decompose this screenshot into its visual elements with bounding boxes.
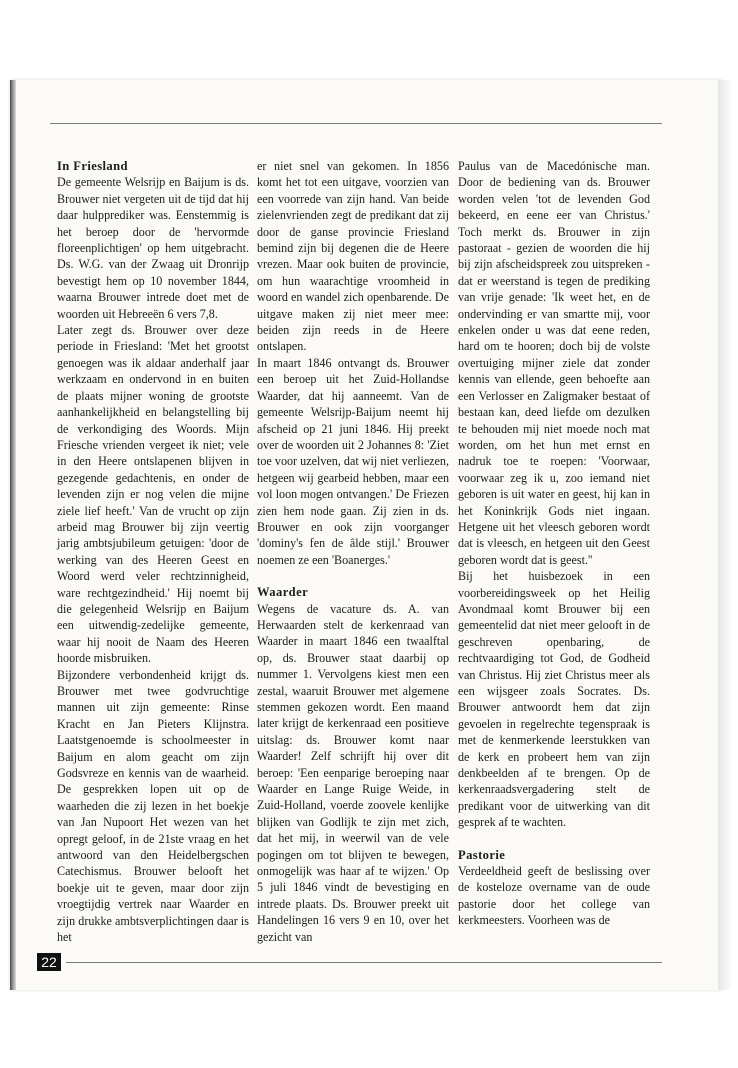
section-spacer bbox=[257, 568, 449, 584]
paragraph: Bij het huisbezoek in een voorbereidingsweek op het Heilig Avondmaal komt Brouwer bij een gemeentelid dat niet meer gelooft in de geschreven openbaring, de rechtvaardiging tot God, de Godheid van Christus. Hij ziet Christus meer als een wijsgeer zoals Socrates. Ds. Brouwer antwoordt hem dat zijn gevoelen in regelrechte tegenspraak is met de kenmerkende leerstukken van de kerk en probeert hem van zijn denkbeelden af te brengen. Op de kerkenraadsvergadering stelt de predikant voor de uitwerking van dit gesprek af te wachten. bbox=[458, 569, 650, 830]
section-spacer bbox=[458, 831, 650, 847]
section-heading: Waarder bbox=[257, 585, 309, 600]
paragraph: er niet snel van gekomen. In 1856 komt het tot een uitgave, voorzien van een voorrede van zijn hand. Van beide zielenvrienden zegt de predikant dat zij door de ganse provincie Friesland bemind zijn bij degenen die de Heere vrezen. Maar ook buiten de provincie, om hun waarachtige vroomheid in woord en wandel zich openbarende. De uitgave maken zij niet meer mee: beiden zijn reeds in de Heere ontslapen. bbox=[257, 159, 449, 354]
top-rule bbox=[50, 123, 662, 124]
bottom-rule bbox=[66, 962, 662, 963]
paragraph: Bijzondere verbondenheid krijgt ds. Brouwer met twee godvruchtige mannen uit zijn gemeente: Rinse Kracht en Jan Pieters Klijnstra. Laatstgenoemde is schoolmeester in Baijum en alom geacht om zijn Godsvreze en kennis van de waarheid. De gesprekken lopen uit op de waarheden die zij lezen in het boekje van Jan Nupoort Het wezen van het opregt geloof, in de 21ste vraag en het antwoord van den Heidelbergschen Catechismus. Brouwer belooft het boekje uit te geven, maar door zijn vroegtijdig vertrek naar Waarder en zijn drukke ambtsverplichtingen daar is het bbox=[57, 667, 249, 945]
paragraph: Later zegt ds. Brouwer over deze periode in Friesland: 'Met het grootst genoegen was ik aldaar anderhalf jaar werkzaam en ondervond in en buiten de plaats mijner woning de grootste aanhankelijkheid en belangstelling bij de verkondiging des Woords. Mijn Friesche vrienden vergeet ik niet; vele in den Heere ontslapenen blijven in gezegende gedachtenis, en onder de levenden zijn er nog velen die mijne ziele lief heeft.' Van de vrucht op zijn arbeid mag Brouwer bij zijn veertig jarig ambtsjubileum getuigen: 'door de werking van des Heeren Geest en Woord werd veler rechtzinnigheid, ware rechtgezindheid.' Hij noemt bij die gelegenheid Welsrijp en Baijum een uitwendig-zedelijke gemeente, waar hij nooit de Naam des Heeren hoorde misbruiken. bbox=[57, 323, 249, 666]
paragraph: De gemeente Welsrijp en Baijum is ds. Brouwer niet vergeten uit de tijd dat hij daar hulpprediker was. Eenstemmig is het beroep door de 'hervormde floreenplichtigen' op hem uitgebracht. Ds. W.G. van der Zwaag uit Dronrijp bevestigt hem op 10 november 1844, waarna Brouwer intrede doet met de woorden uit Hebreeën 6 vers 7,8. bbox=[57, 175, 249, 321]
section-heading: In Friesland bbox=[57, 159, 128, 173]
section-heading: Pastorie bbox=[458, 847, 506, 862]
magazine-page bbox=[10, 80, 722, 990]
text-column-1 bbox=[57, 158, 249, 946]
paragraph: Wegens de vacature ds. A. van Herwaarden stelt de kerkenraad van Waarder in maart 1846 een twaalftal op, ds. Brouwer staat daarbij op nummer 1. Vervolgens kiest men een zestal, waaruit Brouwer met algemene stemmen gekozen wordt. Een maand later krijgt de kerkenraad een positieve uitslag: ds. Brouwer komt naar Waarder! Zelf schrijft hij over dit beroep: 'Een eenparige beroeping naar Waarder en Lange Ruige Weide, in Zuid-Holland, voerde zoovele kenlijke blijken van Godlijk te zijn met zich, dat het mij, in weerwil van de vele pogingen om tot blijven te bewegen, onmogelijk was haar af te wijzen.' Op 5 juli 1846 vindt de bevestiging en intrede plaats. Ds. Brouwer preekt uit Handelingen 16 vers 9 en 10, over het gezicht van bbox=[257, 601, 449, 944]
next-page-edge bbox=[718, 80, 732, 990]
page-number: 22 bbox=[37, 953, 61, 971]
text-column-3 bbox=[458, 158, 650, 929]
paragraph: Verdeeldheid geeft de beslissing over de kosteloze overname van de oude pastorie door het college van kerkmeesters. Voorheen was de bbox=[458, 864, 650, 928]
paragraph: Paulus van de Macedónische man. Door de bediening van ds. Brouwer worden velen 'tot de levenden God bekeerd, en eene eer van Christus.' Toch merkt ds. Brouwer in zijn pastoraat - gezien de woorden die hij bij zijn afscheidspreek zou uitspreken - dat er weerstand is tegen de prediking van vrije genade: 'Ik weet het, en de ondervinding er van smartte mij, voor enkelen onder u was dat eene reden, hard om te hooren; doch bij de volste overtuiging mijner ziele dat zonder kennis van ellende, geen behoefte aan een Verlosser en Zaligmaker bestaat of bestaan kan, deed liefde om dezulken te behouden mij niet moede noch mat worden, om het hun met ernst en nadruk toe te roepen: 'Voorwaar, voorwaar zeg ik u, zoo iemand niet geboren is uit water en geest, hij kan in het Koninkrijk Gods niet ingaan. Hetgene uit het vleesch geboren wordt dat is vleesch, en hetgeen uit den Geest geboren wordt dat is geest.'' bbox=[458, 159, 650, 567]
text-column-2 bbox=[257, 158, 449, 945]
page-binding-shadow bbox=[10, 80, 16, 990]
paragraph: In maart 1846 ontvangt ds. Brouwer een beroep uit het Zuid-Hollandse Waarder, dat hij aanneemt. Van de gemeente Welsrijp-Baijum neemt hij afscheid op 21 juni 1846. Hij preekt over de woorden uit 2 Johannes 8: 'Ziet toe voor uzelven, dat wij niet verliezen, hetgeen wij gearbeid hebben, maar een vol loon mogen ontvangen.' De Friezen zien hem node gaan. Zij zien in ds. Brouwer en ook zijn voorganger 'dominy's fen de âlde stijl.' Brouwer noemen ze een 'Boanerges.' bbox=[257, 355, 449, 567]
